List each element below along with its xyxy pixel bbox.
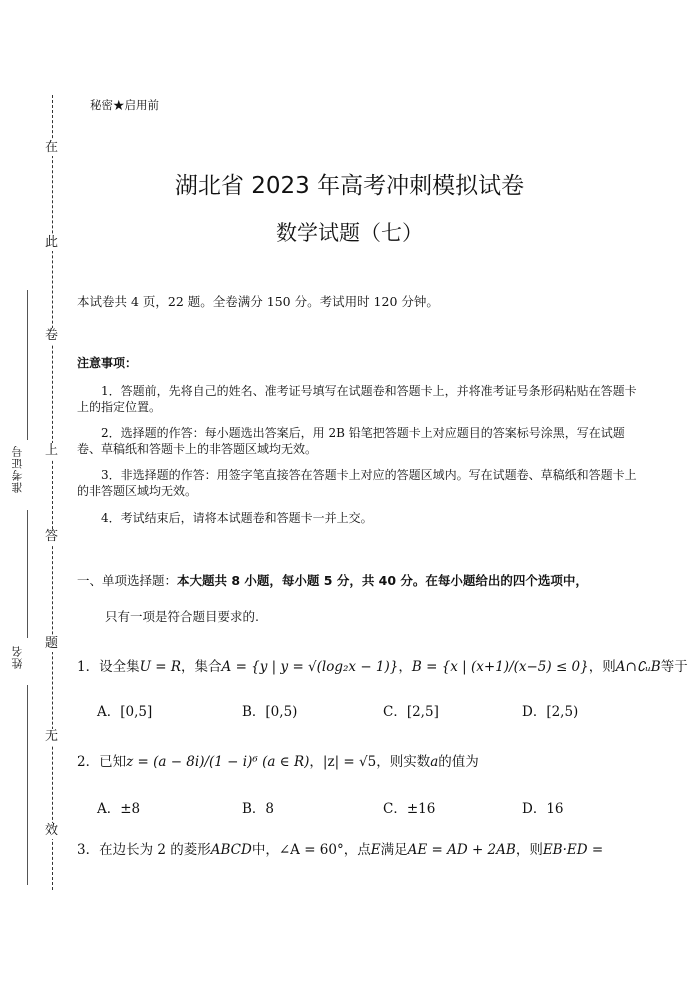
q2-var-a: a: [430, 754, 439, 770]
q3-dot-product: EB·ED =: [542, 842, 604, 858]
intro-text: 本试卷共 4 页，22 题。全卷满分 150 分。考试用时 120 分钟。: [77, 294, 439, 309]
margin-char: 此: [45, 235, 59, 250]
note-item: 2．选择题的作答：每小题选出答案后，用 2B 铅笔把答题卡上对应题目的答案标号涂黑，写在试题卷、草稿纸和答题卡上的非答题区域均无效。: [77, 426, 625, 456]
margin-char: 答: [45, 529, 59, 544]
q1-option-a: A．[0,5]: [97, 704, 153, 720]
q2-option-d: D．16: [522, 801, 564, 817]
exam-no-line-lower: [27, 510, 28, 638]
q1-option-c: C．[2,5]: [383, 704, 439, 720]
binding-dashed-line: [52, 95, 53, 890]
margin-char: 题: [45, 636, 59, 651]
q2-option-c: C．±16: [383, 801, 436, 817]
notes-heading: 注意事项：: [77, 356, 138, 370]
margin-char: 无: [45, 729, 59, 744]
q3-text-a: 3．在边长为 2 的菱形: [77, 842, 211, 858]
q2-option-a: A．±8: [97, 801, 141, 817]
exam-no-line: [27, 290, 28, 440]
q2-text-b: ，|z| = √5，则实数: [309, 754, 431, 770]
q1-sep: ，: [398, 659, 412, 675]
q1-option-d: D．[2,5): [522, 704, 579, 720]
page-title: 湖北省 2023 年高考冲刺模拟试卷: [174, 173, 525, 199]
margin-char: 上: [45, 443, 59, 458]
q1-set-a: A = {y | y = √(log₂x − 1)}: [221, 659, 399, 675]
q3-e: E: [370, 842, 381, 858]
q1-text-b: ，集合: [181, 659, 222, 675]
q2-option-b: B．8: [242, 801, 275, 817]
section-rules: 本大题共 8 小题，每小题 5 分，共 40 分。在每小题给出的四个选项中，: [177, 573, 588, 588]
q1-expr: A∩∁ᵤB: [615, 659, 661, 675]
q2-text-c: 的值为: [438, 754, 479, 770]
q1-text-c: ，则: [588, 659, 616, 675]
margin-char: 效: [45, 823, 59, 838]
note-item: 3．非选择题的作答：用签字笔直接答在答题卡上对应的答题区域内。写在试题卷、草稿纸和答题卡上的非答题区域均无效。: [77, 468, 637, 498]
note-item: 1．答题前，先将自己的姓名、准考证号填写在试题卷和答题卡上，并将准考证号条形码粘贴在答题卡上的指定位置。: [77, 384, 637, 414]
q3-abcd: ABCD: [210, 842, 252, 858]
q3-text-c: 满足: [380, 842, 408, 858]
section-prefix: 一、单项选择题：: [77, 573, 178, 588]
name-line: [27, 685, 28, 885]
q1-universal-set: U = R: [139, 659, 182, 675]
question-2: [77, 750, 479, 770]
margin-char: 在: [45, 140, 59, 155]
page-subtitle: 数学试题（七）: [276, 221, 423, 245]
question-3: [77, 838, 603, 858]
q1-option-b: B．[0,5): [242, 704, 298, 720]
margin-char: 卷: [45, 328, 59, 343]
name-label: 姓名: [11, 645, 24, 669]
secret-header: 秘密★启用前: [90, 98, 159, 112]
q1-text-d: 等于: [660, 659, 688, 675]
q3-text-b: 中，∠A = 60°，点: [251, 842, 371, 858]
question-1: [77, 655, 688, 675]
q1-text-a: 1．设全集: [77, 659, 140, 675]
exam-no-label: 准考证号: [11, 445, 24, 493]
section-heading: [77, 572, 657, 589]
section-subline: 只有一项是符合题目要求的.: [105, 609, 259, 624]
q3-text-d: ，则: [515, 842, 543, 858]
q2-text-a: 2．已知: [77, 754, 127, 770]
q1-set-b: B = {x | (x+1)/(x−5) ≤ 0}: [411, 659, 589, 675]
q3-vector-eq: AE = AD + 2AB: [407, 842, 516, 858]
q2-z-expr: z = (a − 8i)/(1 − i)⁶ (a ∈ R): [126, 754, 310, 770]
note-item: 4．考试结束后，请将本试题卷和答题卡一并上交。: [101, 511, 373, 525]
